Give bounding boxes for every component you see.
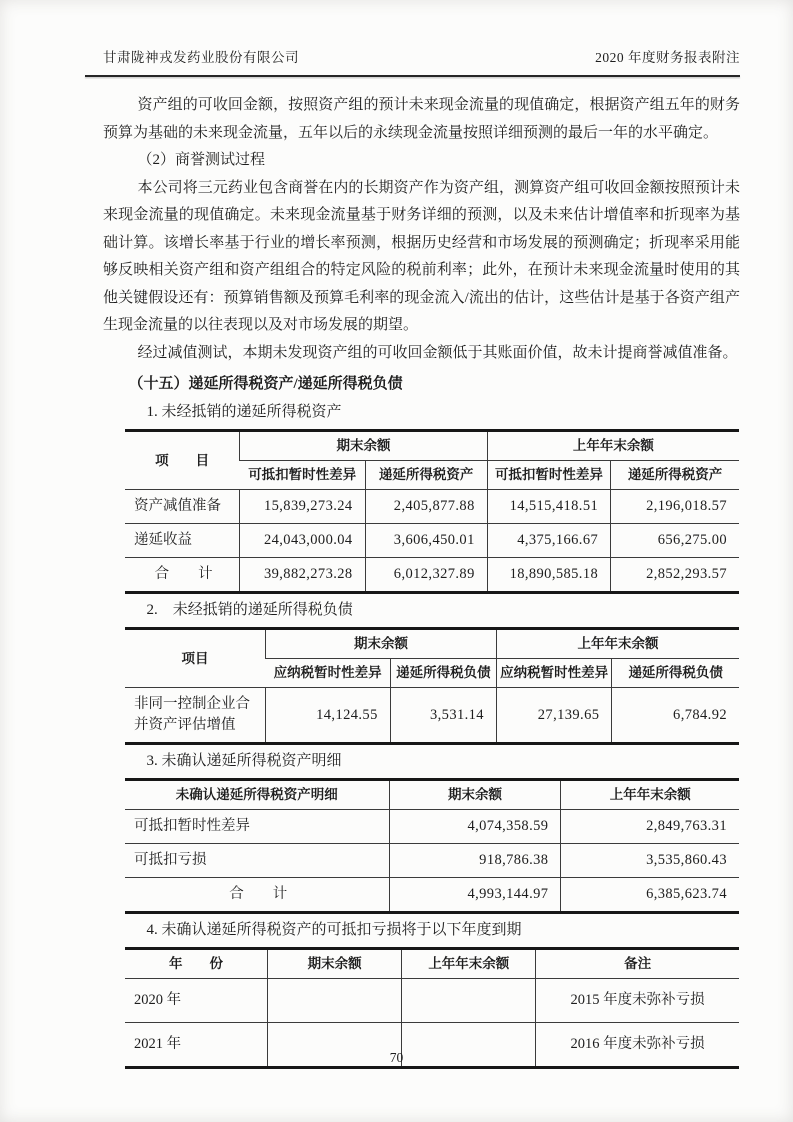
cell-value: 4,375,166.67 <box>487 524 610 558</box>
table-header-row <box>125 629 739 659</box>
deferred-tax-assets-table <box>125 429 739 594</box>
subsection-3-title: 3. 未确认递延所得税资产明细 <box>146 753 342 769</box>
cell-value: 27,139.65 <box>496 688 611 744</box>
section-15-title: （十五）递延所得税资产/递延所得税负债 <box>128 376 403 392</box>
cell-value: 18,890,585.18 <box>487 558 610 593</box>
page-number: 70 <box>389 1050 404 1065</box>
unrecognized-dta-detail-table <box>125 778 739 914</box>
column-header: 备注 <box>536 949 739 979</box>
deferred-tax-liabilities-table <box>125 627 739 745</box>
column-group-current: 期末余额 <box>266 629 497 659</box>
column-group-prior: 上年年末余额 <box>487 431 739 461</box>
table-row <box>125 524 739 558</box>
table-header <box>125 629 739 688</box>
cell-value: 3,531.14 <box>390 688 496 744</box>
cell-value: 3,535,860.43 <box>561 844 739 878</box>
cell-value: 918,786.38 <box>389 844 561 878</box>
cell-value: 6,012,327.89 <box>365 558 487 593</box>
column-header: 应纳税暂时性差异 <box>266 659 391 688</box>
company-name: 甘肃陇神戎发药业股份有限公司 <box>103 50 299 65</box>
cell-item: 合 计 <box>229 886 288 902</box>
paragraph-impairment-result: 经过减值测试，本期未发现资产组的可收回金额低于其账面价值，故未计提商誉减值准备。 <box>137 344 738 361</box>
cell-value: 3,606,450.01 <box>365 524 487 558</box>
table-header-row <box>125 431 739 461</box>
table-header-row <box>125 949 739 979</box>
table-header-row <box>125 780 739 810</box>
cell-value: 15,839,273.24 <box>240 490 365 524</box>
cell-value: 14,124.55 <box>266 688 391 744</box>
column-header: 可抵扣暂时性差异 <box>487 461 610 490</box>
column-header-item: 项 目 <box>125 431 240 490</box>
page-header <box>103 46 740 66</box>
cell-value: 4,074,358.59 <box>389 810 561 844</box>
cell-value: 14,515,418.51 <box>487 490 610 524</box>
cell-value-empty <box>267 979 401 1023</box>
cell-value: 39,882,273.28 <box>240 558 365 593</box>
table-row <box>125 844 739 878</box>
column-header: 递延所得税资产 <box>611 461 739 490</box>
table-row <box>125 810 739 844</box>
column-header-item: 项目 <box>125 629 266 688</box>
header-rule <box>85 75 740 77</box>
cell-item: 2020 年 <box>125 979 267 1023</box>
cell-value: 2,849,763.31 <box>561 810 739 844</box>
cell-value: 656,275.00 <box>611 524 739 558</box>
column-header: 期末余额 <box>389 780 561 810</box>
column-header: 未确认递延所得税资产明细 <box>125 780 389 810</box>
table-header <box>125 431 739 490</box>
cell-item: 资产减值准备 <box>125 490 240 524</box>
column-header: 应纳税暂时性差异 <box>496 659 611 688</box>
subsection-4-title: 4. 未确认递延所得税资产的可抵扣亏损将于以下年度到期 <box>146 922 522 938</box>
cell-value: 24,043,000.04 <box>240 524 365 558</box>
table-total-row <box>125 878 739 913</box>
table-row <box>125 979 739 1023</box>
paragraph-recoverable-amount: 资产组的可收回金额，按照资产组的预计未来现金流量的现值确定，根据资产组五年的财务预算为基础的未来现金流量，五年以后的永续现金流量按照详细预测的最后一年的水平确定。 <box>103 97 740 141</box>
cell-value: 4,993,144.97 <box>389 878 561 913</box>
table-total-row <box>125 558 739 593</box>
cell-item: 递延收益 <box>125 524 240 558</box>
cell-value: 6,784.92 <box>612 688 739 744</box>
cell-value: 2,196,018.57 <box>611 490 739 524</box>
table-header <box>125 780 739 810</box>
column-header: 年 份 <box>125 949 267 979</box>
cell-remark: 2015 年度未弥补亏损 <box>536 979 739 1023</box>
column-group-prior: 上年年末余额 <box>496 629 739 659</box>
cell-item: 可抵扣亏损 <box>125 844 389 878</box>
column-header: 可抵扣暂时性差异 <box>240 461 365 490</box>
cell-item: 非同一控制企业合并资产评估增值 <box>134 696 250 733</box>
column-header: 期末余额 <box>267 949 401 979</box>
subsection-2-title: 2. 未经抵销的递延所得税负债 <box>146 602 353 618</box>
cell-value: 2,852,293.57 <box>611 558 739 593</box>
subsection-1-title: 1. 未经抵销的递延所得税资产 <box>146 404 342 420</box>
column-header: 上年年末余额 <box>402 949 536 979</box>
cell-item: 可抵扣暂时性差异 <box>125 810 389 844</box>
cell-item: 合 计 <box>154 566 213 582</box>
column-header: 递延所得税负债 <box>390 659 496 688</box>
table-row <box>125 688 739 744</box>
cell-item: 2021 年 <box>134 1036 182 1052</box>
cell-value-empty <box>402 979 536 1023</box>
paragraph-goodwill-method: 本公司将三元药业包含商誉在内的长期资产作为资产组，测算资产组可收回金额按照预计未来现金流量的现值确定。未来现金流量基于财务详细的预测，以及未来估计增值率和折现率为基础计算。该增长率基于行业的增长率预测，根据历史经营和市场发展的预测确定；折现率采用能够反映相关资产组和资产组组合的特定风险的税前利率；此外，在预计未来现金流量时使用的其他关键假设还有：预算销售额及预算毛利率的现金流入/流出的估计，这些估计是基于各资产组产生现金流量的以往表现以及对市场发展的期望。 <box>103 179 740 333</box>
doc-title: 2020 年度财务报表附注 <box>595 50 740 65</box>
cell-remark: 2016 年度未弥补亏损 <box>536 1023 739 1068</box>
column-header: 上年年末余额 <box>561 780 739 810</box>
column-header: 递延所得税负债 <box>612 659 739 688</box>
column-header: 递延所得税资产 <box>365 461 487 490</box>
heading-goodwill-test: （2）商誉测试过程 <box>137 152 266 168</box>
table-row <box>125 490 739 524</box>
cell-value: 6,385,623.74 <box>561 878 739 913</box>
table-header <box>125 949 739 979</box>
cell-value: 2,405,877.88 <box>365 490 487 524</box>
column-group-current: 期末余额 <box>240 431 487 461</box>
